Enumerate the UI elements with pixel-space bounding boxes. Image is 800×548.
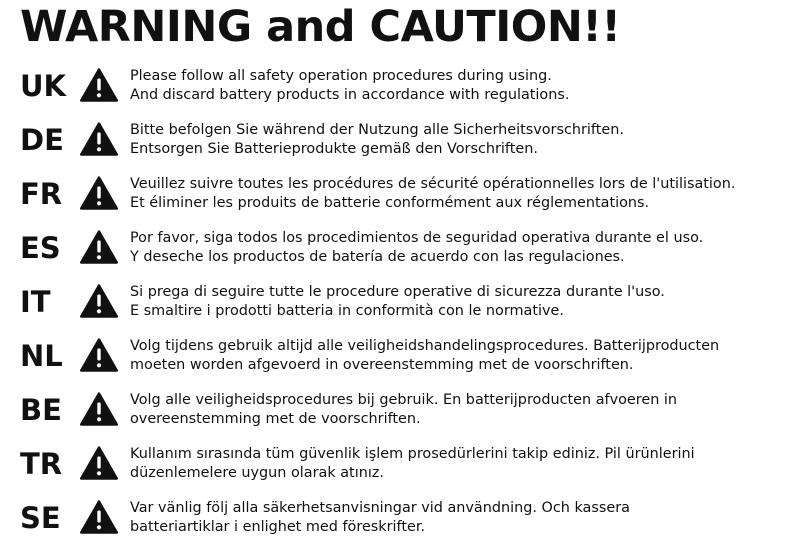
language-code: NL [20, 339, 63, 373]
warning-row-it [0, 278, 800, 332]
message-line: Por favor, siga todos los procedimientos de seguridad operativa durante el uso. [130, 230, 704, 246]
message-line: moeten worden afgevoerd in overeenstemming met de voorschriften. [130, 357, 634, 373]
warning-message [130, 229, 790, 267]
message-line: batteriartiklar i enlighet med föreskrifter. [130, 519, 426, 535]
language-code: TR [20, 447, 63, 481]
language-code: BE [20, 393, 62, 427]
warning-triangle-icon [80, 338, 118, 372]
message-line: And discard battery products in accordance with regulations. [130, 87, 570, 103]
warning-triangle-icon [80, 122, 118, 156]
warning-row-se [0, 494, 800, 548]
message-line: Please follow all safety operation procedures during using. [130, 68, 552, 84]
warning-triangle-icon [80, 500, 118, 534]
warning-triangle-icon [80, 446, 118, 480]
message-line: düzenlemelere uygun olarak atınız. [130, 465, 384, 481]
language-code: DE [20, 123, 64, 157]
message-line: Et éliminer les produits de batterie conformément aux réglementations. [130, 195, 650, 211]
language-code: UK [20, 69, 67, 103]
language-code: FR [20, 177, 63, 211]
message-line: Volg alle veiligheidsprocedures bij gebruik. En batterijproducten afvoeren in [130, 392, 678, 408]
message-line: Si prega di seguire tutte le procedure operative di sicurezza durante l'uso. [130, 284, 665, 300]
warning-triangle-icon [80, 392, 118, 426]
warning-row-fr [0, 170, 800, 224]
warning-message [130, 121, 790, 159]
warning-triangle-icon [80, 176, 118, 210]
warning-message [130, 67, 790, 105]
warning-row-nl [0, 332, 800, 386]
warning-message [130, 283, 790, 321]
message-line: E smaltire i prodotti batteria in conformità con le normative. [130, 303, 564, 319]
warning-row-es [0, 224, 800, 278]
warning-message [130, 445, 790, 483]
warning-row-de [0, 116, 800, 170]
message-line: Veuillez suivre toutes les procédures de sécurité opérationnelles lors de l'utilisation. [130, 176, 736, 192]
warning-message [130, 175, 790, 213]
message-line: Kullanım sırasında tüm güvenlik işlem prosedürlerini takip ediniz. Pil ürünlerini [130, 446, 695, 462]
page-title: WARNING and CAUTION!! [20, 2, 621, 52]
warning-row-tr [0, 440, 800, 494]
message-line: Var vänlig följ alla säkerhetsanvisningar vid användning. Och kassera [130, 500, 630, 516]
message-line: Volg tijdens gebruik altijd alle veiligheidshandelingsprocedures. Batterijproducten [130, 338, 720, 354]
message-line: Entsorgen Sie Batterieprodukte gemäß den Vorschriften. [130, 141, 538, 157]
warning-list [0, 62, 800, 548]
language-code: SE [20, 501, 61, 535]
language-code: ES [20, 231, 61, 265]
warning-triangle-icon [80, 68, 118, 102]
warning-row-be [0, 386, 800, 440]
warning-triangle-icon [80, 230, 118, 264]
warning-message [130, 499, 790, 537]
message-line: overeenstemming met de voorschriften. [130, 411, 421, 427]
message-line: Bitte befolgen Sie während der Nutzung alle Sicherheitsvorschriften. [130, 122, 624, 138]
warning-row-uk [0, 62, 800, 116]
warning-message [130, 391, 790, 429]
warning-triangle-icon [80, 284, 118, 318]
warning-message [130, 337, 790, 375]
message-line: Y deseche los productos de batería de acuerdo con las regulaciones. [130, 249, 625, 265]
language-code: IT [20, 285, 51, 319]
